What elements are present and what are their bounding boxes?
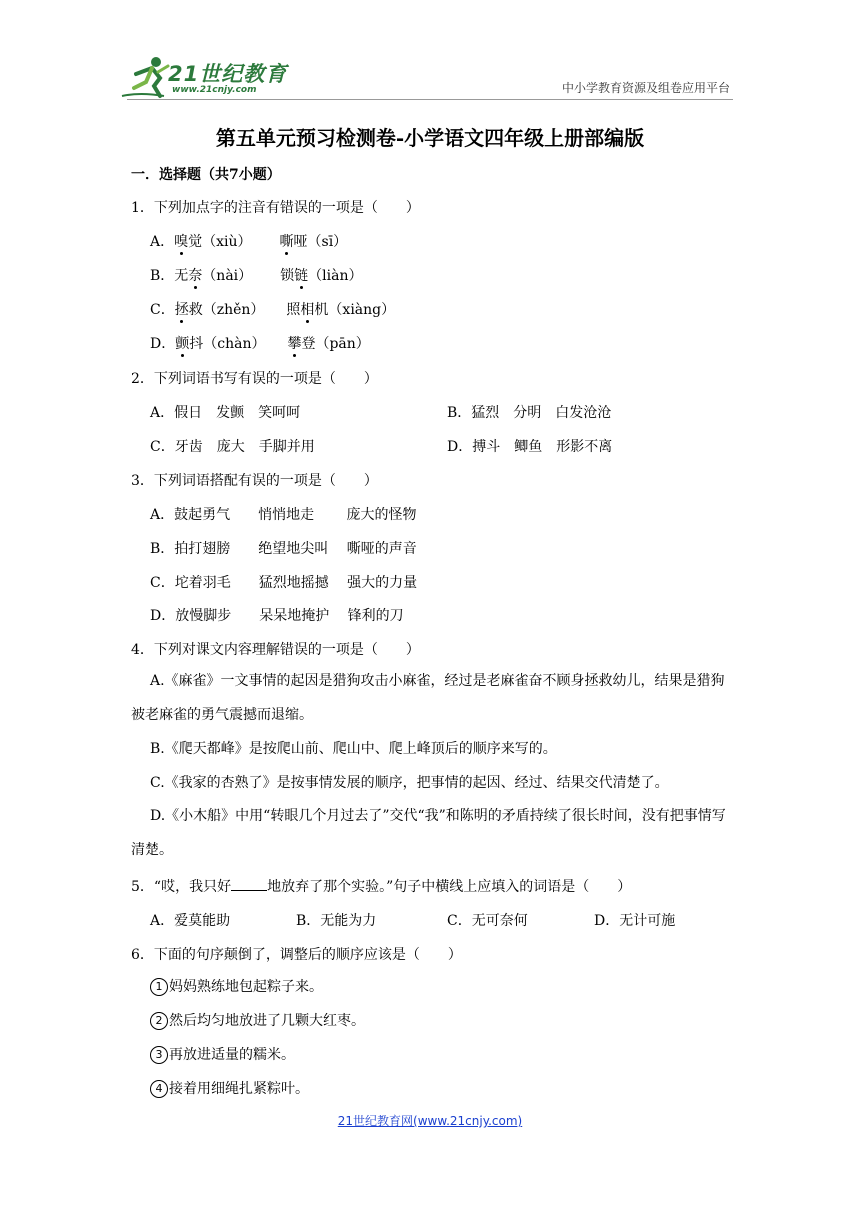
question-1-option-a: [150, 231, 347, 251]
question-5-option-d: D．无计可施: [594, 913, 676, 929]
question-5-option-c: C．无可奈何: [447, 913, 528, 929]
question-3-stem: 3．下列词语搭配有误的一项是（ ）: [131, 473, 378, 489]
dotted-char: 相: [300, 299, 314, 319]
dotted-char: 拯: [175, 299, 189, 319]
dotted-char: 嘶: [280, 231, 294, 251]
question-4-option-b: B.《爬天都峰》是按爬山前、爬山中、爬上峰顶后的顺序来写的。: [150, 741, 557, 757]
option-text: 机（xiàng）: [314, 302, 396, 318]
platform-label: 中小学教育资源及组卷应用平台: [561, 81, 730, 95]
option-text: 救（zhěn）: [188, 302, 265, 318]
sentence-text: 再放进适量的糯米。: [169, 1047, 295, 1063]
option-text: 抖（chàn）: [189, 336, 266, 352]
footer-link[interactable]: 21世纪教育网(www.21cnjy.com): [337, 1114, 523, 1128]
circled-number: 4: [150, 1080, 168, 1098]
option-text: 照: [286, 302, 301, 318]
question-3-option-d: D．放慢脚步 呆呆地掩护 锋利的刀: [150, 608, 404, 624]
footer: [0, 1112, 860, 1129]
dotted-char: 嗅: [174, 231, 188, 251]
question-3-option-b: B．拍打翅膀 绝望地尖叫 嘶哑的声音: [150, 541, 417, 557]
question-5-option-a: A．爱莫能助: [150, 913, 231, 929]
question-6-sentence-2: [150, 1010, 365, 1030]
dotted-char: 颤: [175, 333, 189, 353]
question-1-option-d: [150, 333, 370, 353]
sentence-text: 接着用细绳扎紧粽叶。: [169, 1081, 309, 1097]
question-4-option-a: A.《麻雀》一文事情的起因是猎狗攻击小麻雀，经过是老麻雀奋不顾身拯救幼儿，结果是猎狗被老麻雀的勇气震撼而退缩。: [131, 673, 725, 723]
question-2-stem: 2．下列词语书写有误的一项是（ ）: [131, 371, 378, 387]
page-title: 第五单元预习检测卷-小学语文四年级上册部编版: [215, 126, 645, 150]
option-text: （nài）: [202, 268, 253, 284]
sentence-text: 然后均匀地放进了几颗大红枣。: [169, 1013, 365, 1029]
question-2-option-a: A．假日 发颤 笑呵呵: [150, 405, 301, 421]
question-5-option-b: B．无能为力: [296, 913, 377, 929]
fill-blank: [231, 878, 267, 891]
option-text: 觉（xiù）: [188, 234, 252, 250]
stem-text: 5．“哎，我只好: [131, 879, 232, 895]
question-3-option-c: C．坨着羽毛 猛烈地摇撼 强大的力量: [150, 575, 418, 591]
section-heading: 一．选择题（共7小题）: [131, 167, 281, 183]
question-5-stem: [131, 876, 631, 896]
logo-text: 21世纪教育: [168, 62, 288, 86]
option-text: 哑（sī）: [293, 234, 348, 250]
header-divider: [127, 99, 733, 100]
dotted-char: 攀: [287, 333, 301, 353]
option-text: 锁: [280, 268, 295, 284]
question-4-option-c: C.《我家的杏熟了》是按事情发展的顺序，把事情的起因、经过、结果交代清楚了。: [150, 775, 669, 791]
question-3-option-a: A．鼓起勇气 悄悄地走 庞大的怪物: [150, 507, 417, 523]
dotted-char: 链: [294, 265, 308, 285]
question-6-sentence-4: [150, 1078, 309, 1098]
circled-number: 2: [150, 1012, 168, 1030]
question-2-option-d: D．搏斗 鲫鱼 形影不离: [447, 439, 613, 455]
sentence-text: 妈妈熟练地包起粽子来。: [169, 979, 323, 995]
dotted-char: 奈: [188, 265, 202, 285]
question-6-sentence-1: [150, 976, 323, 996]
question-2-option-c: C．牙齿 庞大 手脚并用: [150, 439, 315, 455]
question-2-option-b: B．猛烈 分明 白发沧沧: [447, 405, 612, 421]
stem-text: 地放弃了那个实验。”句子中横线上应填入的词语是（ ）: [267, 879, 632, 895]
question-6-stem: 6．下面的句序颠倒了，调整后的顺序应该是（ ）: [131, 947, 462, 963]
option-text: B．无: [150, 268, 189, 284]
site-logo[interactable]: [120, 52, 300, 102]
option-text: 登（pān）: [301, 336, 370, 352]
logo-url: www.21cnjy.com: [172, 85, 257, 95]
question-1-stem: 1．下列加点字的注音有错误的一项是（ ）: [131, 200, 420, 216]
option-text: （liàn）: [308, 268, 363, 284]
circled-number: 1: [150, 978, 168, 996]
circled-number: 3: [150, 1046, 168, 1064]
question-4-option-d: D.《小木船》中用“转眼几个月过去了”交代“我”和陈明的矛盾持续了很长时间，没有把事情写清楚。: [131, 808, 726, 858]
question-1-option-b: [150, 265, 362, 285]
question-1-option-c: [150, 299, 395, 319]
option-label: C．: [150, 302, 175, 318]
question-4-stem: 4．下列对课文内容理解错误的一项是（ ）: [131, 642, 420, 658]
question-6-sentence-3: [150, 1044, 295, 1064]
option-label: A．: [150, 234, 175, 250]
option-label: D．: [150, 336, 176, 352]
